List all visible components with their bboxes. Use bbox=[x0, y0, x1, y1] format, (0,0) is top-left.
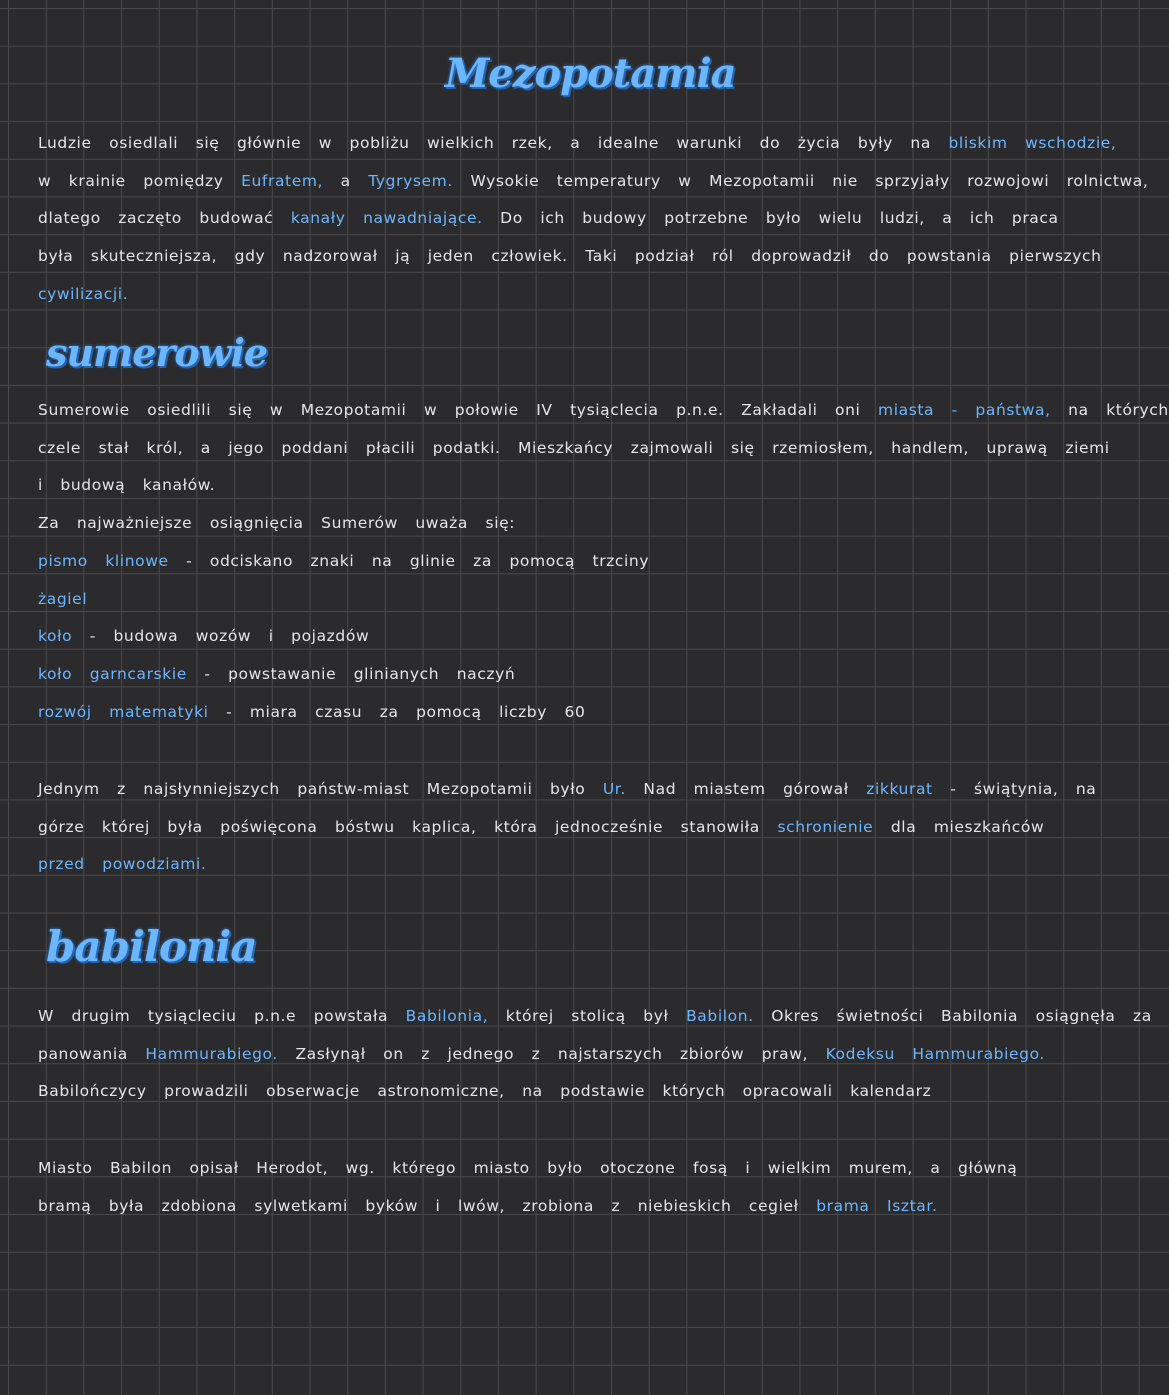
list-item-desc: - odciskano znaki na glinie za pomocą trzciny bbox=[168, 551, 650, 570]
highlight-ur: Ur. bbox=[602, 780, 626, 798]
ur-line-1 bbox=[38, 771, 1097, 809]
highlight-hammurabiego: Hammurabiego. bbox=[145, 1044, 278, 1063]
list-item bbox=[38, 543, 1038, 581]
highlight-eufrat: Eufratem, bbox=[241, 171, 324, 190]
highlight-przed-powodziami: przed powodziami. bbox=[38, 855, 207, 874]
sumer-text: Sumerowie osiedlili się w Mezopotamii w połowie IV tysiąclecia p.n.e. Zakładali oni bbox=[38, 401, 861, 419]
intro-paragraph bbox=[38, 125, 1149, 314]
bab-line-1 bbox=[38, 998, 1152, 1036]
sumer-line-3: i budową kanałów. bbox=[38, 476, 216, 495]
list-item-desc: - powstawanie glinianych naczyń bbox=[186, 664, 516, 683]
section-heading-babilonia: babilonia bbox=[46, 922, 257, 971]
intro-line-1 bbox=[38, 125, 1117, 163]
list-item bbox=[38, 694, 1038, 732]
intro-text: Ludzie osiedlali się głównie w pobliżu wielkich rzek, a idealne warunki do życia były na bbox=[38, 134, 931, 152]
ur-text: Nad miastem górował bbox=[643, 780, 849, 798]
list-item-desc: - budowa wozów i pojazdów bbox=[72, 627, 370, 646]
list-item bbox=[38, 581, 1038, 619]
list-item-term: żagiel bbox=[38, 589, 88, 608]
intro-text: a bbox=[340, 171, 351, 190]
bab-text: Okres świetności Babilonia osiągnęła za bbox=[771, 1007, 1152, 1025]
city-line-1: Miasto Babilon opisał Herodot, wg. którego miasto było otoczone fosą i wielkim murem, a główną bbox=[38, 1159, 1018, 1177]
highlight-kodeks: Kodeksu Hammurabiego. bbox=[825, 1044, 1045, 1063]
highlight-babilon: Babilon. bbox=[686, 1007, 754, 1025]
babilonia-paragraph bbox=[38, 998, 1152, 1111]
list-item-term: pismo klinowe bbox=[38, 551, 169, 570]
highlight-miasta-panstwa: miasta - państwa, bbox=[878, 401, 1051, 419]
sumer-line-2: czele stał król, a jego poddani płacili podatki. Mieszkańcy zajmowali się rzemiosłem, handlem, uprawą ziemi bbox=[38, 438, 1110, 457]
highlight-zikkurat: zikkurat bbox=[866, 780, 933, 798]
intro-line-2 bbox=[38, 163, 1149, 201]
city-line-2 bbox=[38, 1188, 1038, 1226]
list-item-term: koło garncarskie bbox=[38, 664, 187, 683]
intro-text: Wysokie temperatury w Mezopotamii nie sprzyjały rozwojowi rolnictwa, bbox=[470, 171, 1149, 190]
highlight-schronienie: schronienie bbox=[777, 817, 874, 836]
bab-text: panowania bbox=[38, 1044, 128, 1063]
list-item bbox=[38, 618, 1038, 656]
sumer-paragraph bbox=[38, 392, 1169, 731]
list-item bbox=[38, 656, 1038, 694]
sumer-line-1 bbox=[38, 392, 1169, 430]
bab-text: W drugim tysiącleciu p.n.e powstała bbox=[38, 1007, 389, 1025]
highlight-kanaly: kanały nawadniające. bbox=[290, 209, 483, 228]
bab-line-2 bbox=[38, 1036, 1045, 1074]
list-item-term: rozwój matematyki bbox=[38, 702, 209, 721]
sumer-line-4: Za najważniejsze osiągnięcia Sumerów uważa się: bbox=[38, 514, 516, 533]
list-item-desc: - miara czasu za pomocą liczby 60 bbox=[208, 702, 586, 721]
highlight-brama-isztar: brama Isztar. bbox=[816, 1196, 938, 1215]
highlight-bliski-wschod: bliskim wschodzie, bbox=[948, 134, 1117, 152]
page-title: Mezopotamia bbox=[445, 50, 736, 97]
city-text: bramą była zdobiona sylwetkami byków i lwów, zrobiona z niebieskich cegieł bbox=[38, 1196, 799, 1215]
intro-text: w krainie pomiędzy bbox=[38, 171, 224, 190]
intro-text: dlatego zaczęto budować bbox=[38, 209, 274, 228]
section-heading-sumerowie: sumerowie bbox=[46, 330, 268, 375]
bab-text: której stolicą był bbox=[505, 1007, 669, 1025]
ur-text: - świątynia, na bbox=[950, 780, 1097, 798]
ur-paragraph bbox=[38, 771, 1097, 884]
sumer-text: na których bbox=[1068, 401, 1169, 419]
intro-text: Do ich budowy potrzebne było wielu ludzi, a ich praca bbox=[500, 209, 1059, 228]
highlight-babilonia: Babilonia, bbox=[405, 1007, 489, 1025]
ur-text: Jednym z najsłynniejszych państw-miast Mezopotamii było bbox=[38, 780, 586, 798]
highlight-cywilizacji: cywilizacji. bbox=[38, 284, 129, 303]
ur-line-2 bbox=[38, 809, 1045, 847]
intro-line-4: była skuteczniejsza, gdy nadzorował ją jeden człowiek. Taki podział ról doprowadził do powstania pierwszych bbox=[38, 247, 1102, 266]
list-item-term: koło bbox=[38, 627, 73, 646]
highlight-tygrys: Tygrysem. bbox=[368, 171, 453, 190]
babilon-city-paragraph bbox=[38, 1150, 1038, 1225]
intro-line-3 bbox=[38, 200, 1059, 238]
bab-text: Zasłynął on z jednego z najstarszych zbiorów praw, bbox=[295, 1044, 809, 1063]
bab-line-3: Babilończycy prowadzili obserwacje astronomiczne, na podstawie których opracowali kalendarz bbox=[38, 1082, 932, 1101]
ur-text: dla mieszkańców bbox=[890, 817, 1045, 836]
ur-text: górze której była poświęcona bóstwu kaplica, która jednocześnie stanowiła bbox=[38, 817, 760, 836]
